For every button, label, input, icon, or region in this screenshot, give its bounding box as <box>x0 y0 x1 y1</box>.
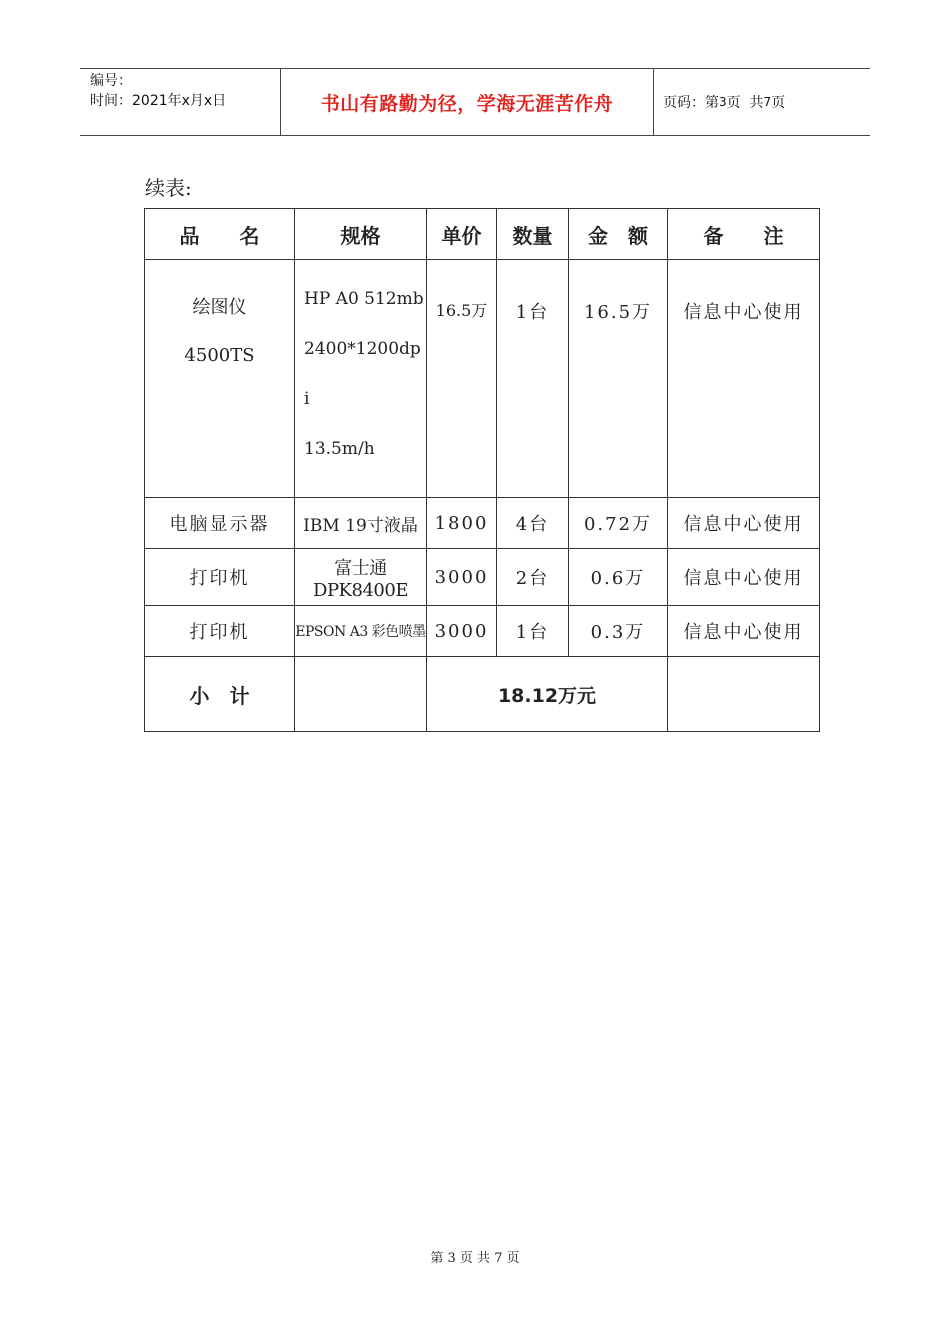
table-row <box>145 606 820 657</box>
column-header-price: 单价 <box>427 209 497 260</box>
page-header <box>80 68 870 136</box>
cell-note: 信息中心使用 <box>668 498 820 549</box>
cell-spec: 富士通 DPK8400E <box>295 549 427 606</box>
column-header-name: 品 名 <box>145 209 295 260</box>
table-row <box>145 498 820 549</box>
cell-spec <box>295 260 427 498</box>
column-header-amount: 金 额 <box>569 209 668 260</box>
cell-price: 3000 <box>427 606 497 657</box>
subtotal-note-cell <box>668 657 820 732</box>
subtotal-value: 18.12万元 <box>427 657 668 732</box>
page-total: 7 <box>763 95 772 109</box>
table-row <box>145 549 820 606</box>
cell-note: 信息中心使用 <box>668 549 820 606</box>
spec-line: HP A0 512mb <box>304 289 424 309</box>
cell-price: 3000 <box>427 549 497 606</box>
document-number-label: 编号： <box>90 73 132 89</box>
cell-qty: 2台 <box>497 549 569 606</box>
cell-amount: 0.3万 <box>569 606 668 657</box>
column-header-spec: 规格 <box>295 209 427 260</box>
item-name: 绘图仪 <box>192 297 247 318</box>
header-meta <box>80 69 281 135</box>
page-footer: 第 3 页 共 7 页 <box>430 1251 520 1266</box>
cell-amount: 16.5万 <box>569 260 668 498</box>
header-page-number <box>654 69 870 135</box>
cell-name: 打印机 <box>145 606 295 657</box>
cell-qty: 4台 <box>497 498 569 549</box>
spec-line: 13.5m/h <box>304 439 375 459</box>
column-header-qty: 数量 <box>497 209 569 260</box>
page-label-suffix: 页 <box>771 95 786 111</box>
cell-price: 16.5万 <box>427 260 497 498</box>
cell-name: 打印机 <box>145 549 295 606</box>
cell-qty: 1台 <box>497 606 569 657</box>
table-total-row <box>145 657 820 732</box>
column-header-note: 备 注 <box>668 209 820 260</box>
page-label-mid: 页 共 <box>726 95 764 111</box>
cell-name: 电脑显示器 <box>145 498 295 549</box>
cell-name <box>145 260 295 498</box>
cell-spec: EPSON A3 彩色喷墨 <box>295 606 427 657</box>
page-label-prefix: 页码：第 <box>663 95 719 111</box>
equipment-table <box>144 208 820 732</box>
subtotal-label: 小 计 <box>145 657 295 732</box>
cell-spec: IBM 19寸液晶 <box>295 498 427 549</box>
item-model: 4500TS <box>184 345 255 366</box>
continued-table-caption: 续表: <box>145 176 192 200</box>
cell-price: 1800 <box>427 498 497 549</box>
cell-amount: 0.6万 <box>569 549 668 606</box>
header-motto: 书山有路勤为径，学海无涯苦作舟 <box>281 69 654 135</box>
cell-note: 信息中心使用 <box>668 260 820 498</box>
spec-line: 2400*1200dpi <box>304 339 421 409</box>
cell-qty: 1台 <box>497 260 569 498</box>
table-header-row <box>145 209 820 260</box>
document-time-label: 时间：2021年x月x日 <box>90 93 227 109</box>
page-current: 3 <box>719 95 727 109</box>
subtotal-empty-cell <box>295 657 427 732</box>
table-row <box>145 260 820 498</box>
cell-amount: 0.72万 <box>569 498 668 549</box>
cell-note: 信息中心使用 <box>668 606 820 657</box>
